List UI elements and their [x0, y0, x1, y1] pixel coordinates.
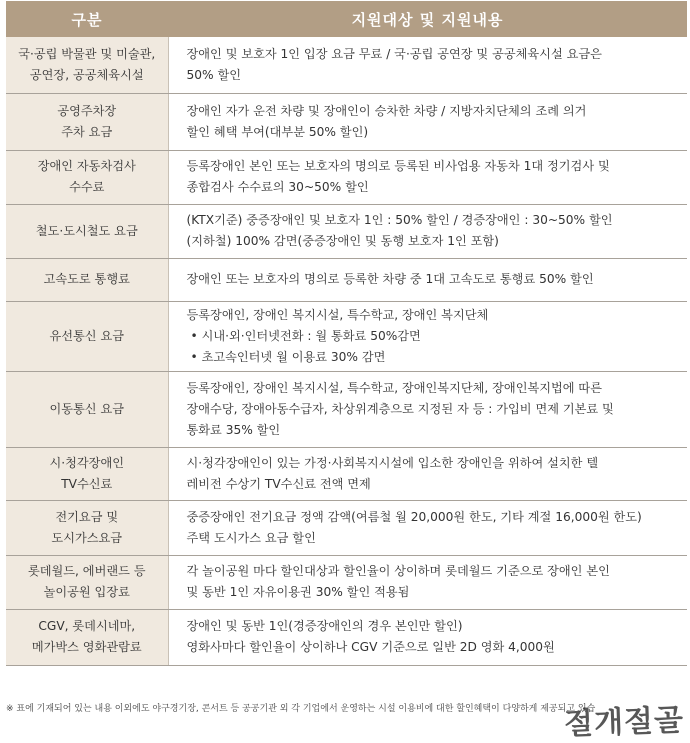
description-line: (지하철) 100% 감면(중증장애인 및 동행 보호자 1인 포함)	[186, 234, 499, 248]
table-row	[6, 301, 687, 371]
description-line: 각 놀이공원 마다 할인대상과 할인율이 상이하며 롯데월드 기준으로 장애인 본인	[186, 564, 610, 578]
category-line: 주차 요금	[61, 124, 113, 139]
description-line: 장애인 또는 보호자의 명의로 등록한 차량 중 1대 고속도로 통행료 50% 할인	[186, 272, 594, 286]
row-category	[6, 37, 168, 93]
benefits-table	[6, 1, 687, 666]
table-row	[6, 37, 687, 93]
row-category	[6, 150, 168, 204]
table-row	[6, 371, 687, 447]
category-line: 놀이공원 입장료	[43, 585, 130, 599]
description-line: 영화사마다 할인율이 상이하나 CGV 기준으로 일반 2D 영화 4,000원	[186, 640, 555, 654]
description-line: 및 동반 1인 자유이용권 30% 할인 적용됨	[186, 585, 410, 599]
category-line: 도시가스요금	[51, 530, 123, 545]
row-category	[6, 93, 168, 150]
description-line: 등록장애인, 장애인 복지시설, 특수학교, 장애인 복지단체	[186, 307, 489, 322]
description-line: 장애수당, 장애아동수급자, 차상위계층으로 지정된 자 등 : 가입비 면제 기본료 및	[186, 401, 614, 416]
category-line: 공영주차장	[57, 103, 117, 118]
row-category	[6, 609, 168, 665]
header-content: 지원대상 및 지원내용	[168, 1, 687, 37]
description-line: 종합검사 수수료의 30~50% 할인	[186, 180, 369, 194]
category-line: 공연장, 공공체육시설	[29, 67, 144, 82]
category-line: 롯데월드, 에버랜드 등	[27, 564, 146, 578]
description-line: 통화료 35% 할인	[186, 422, 281, 437]
header-category: 구분	[6, 1, 168, 37]
table-row	[6, 150, 687, 204]
description-bullet: • 시내·외·인터넷전화 : 월 통화료 50%감면	[190, 328, 421, 343]
category-line: 고속도로 통행료	[43, 272, 130, 286]
row-description	[168, 447, 687, 500]
table-row	[6, 93, 687, 150]
watermark-logo: 절개절골	[563, 702, 685, 743]
description-line: 중증장애인 전기요금 정액 감액(여름철 월 20,000원 한도, 기타 계절 16,000원 한도)	[186, 509, 642, 524]
description-line: 시·청각장애인이 있는 가정·사회복지시설에 입소한 장애인을 위하여 설치한 텔	[186, 455, 599, 470]
description-line: 장애인 및 보호자 1인 입장 요금 무료 / 국·공립 공연장 및 공공체육시설 요금은	[186, 46, 602, 61]
description-line: 레비전 수상기 TV수신료 전액 면제	[186, 476, 371, 491]
description-line: 주택 도시가스 요금 할인	[186, 530, 316, 545]
category-line: 장애인 자동차검사	[37, 159, 136, 173]
description-line: 할인 혜택 부여(대부분 50% 할인)	[186, 124, 369, 139]
category-line: 유선통신 요금	[49, 328, 124, 343]
table-row	[6, 500, 687, 555]
row-category	[6, 500, 168, 555]
table-header-row	[6, 1, 687, 37]
description-line: 등록장애인 본인 또는 보호자의 명의로 등록된 비사업용 자동차 1대 정기검사 및	[186, 159, 610, 173]
row-category	[6, 447, 168, 500]
table-row	[6, 204, 687, 258]
table-row	[6, 447, 687, 500]
category-line: 국·공립 박물관 및 미술관,	[18, 46, 156, 61]
description-line: (KTX기준) 중증장애인 및 보호자 1인 : 50% 할인 / 경증장애인 : 30~50% 할인	[186, 213, 613, 227]
row-description	[168, 609, 687, 665]
row-description	[168, 204, 687, 258]
description-line: 50% 할인	[186, 67, 242, 82]
table-row	[6, 555, 687, 609]
row-description	[168, 301, 687, 371]
footnote: ※ 표에 기재되어 있는 내용 이외에도 야구경기장, 콘서트 등 공공기관 외 각 기업에서 운영하는 시설 이용비에 대한 할인혜택이 다양하게 제공되고 있습	[6, 704, 596, 714]
row-description	[168, 500, 687, 555]
row-category	[6, 301, 168, 371]
category-line: 전기요금 및	[55, 509, 119, 524]
row-description	[168, 37, 687, 93]
category-line: 수수료	[69, 180, 105, 194]
category-line: 이동통신 요금	[49, 401, 124, 416]
row-category	[6, 204, 168, 258]
row-category	[6, 555, 168, 609]
category-line: TV수신료	[61, 476, 113, 491]
description-line: 장애인 및 동반 1인(경증장애인의 경우 본인만 할인)	[186, 619, 463, 633]
row-description	[168, 371, 687, 447]
row-description	[168, 258, 687, 301]
description-bullet: • 초고속인터넷 월 이용료 30% 감면	[190, 349, 386, 364]
row-description	[168, 150, 687, 204]
category-line: CGV, 롯데시네마,	[38, 619, 136, 633]
table-row	[6, 258, 687, 301]
category-line: 시·청각장애인	[49, 455, 124, 470]
table-row	[6, 609, 687, 665]
description-line: 장애인 자가 운전 차량 및 장애인이 승차한 차량 / 지방자치단체의 조례 의거	[186, 103, 587, 118]
description-line: 등록장애인, 장애인 복지시설, 특수학교, 장애인복지단체, 장애인복지법에 따른	[186, 380, 602, 395]
row-description	[168, 93, 687, 150]
row-description	[168, 555, 687, 609]
category-line: 철도·도시철도 요금	[35, 223, 138, 238]
row-category	[6, 371, 168, 447]
category-line: 메가박스 영화관람료	[31, 640, 142, 654]
row-category	[6, 258, 168, 301]
